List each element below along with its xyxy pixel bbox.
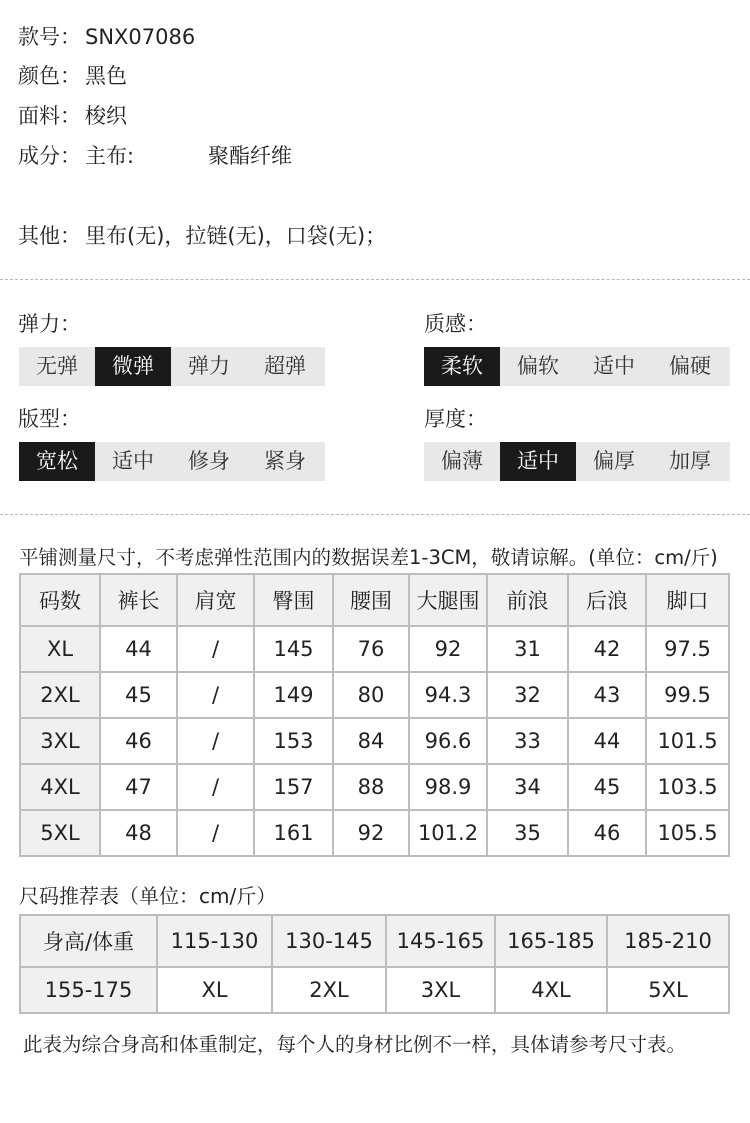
elasticity-title: 弹力： bbox=[18, 312, 81, 336]
color-value: 黑色 bbox=[85, 64, 127, 88]
measure-cell: / bbox=[177, 672, 254, 718]
size-header-cell: 腰围 bbox=[333, 574, 409, 626]
fabric-label: 面料： bbox=[18, 104, 81, 128]
measure-cell: 48 bbox=[100, 810, 177, 856]
rec-size-cell: 5XL bbox=[607, 967, 729, 1013]
rec-header-cell: 130-145 bbox=[272, 915, 386, 967]
color-label: 颜色： bbox=[18, 64, 81, 88]
table-row bbox=[20, 718, 729, 764]
rec-header-cell: 115-130 bbox=[157, 915, 272, 967]
thickness-options bbox=[424, 442, 730, 481]
measure-cell: 94.3 bbox=[409, 672, 487, 718]
measure-cell: 157 bbox=[254, 764, 333, 810]
measure-cell: 153 bbox=[254, 718, 333, 764]
elasticity-options bbox=[19, 347, 325, 386]
fit-option: 适中 bbox=[112, 449, 154, 473]
recommendation-title: 尺码推荐表（单位：cm/斤） bbox=[19, 884, 277, 908]
thickness-option: 偏薄 bbox=[441, 449, 483, 473]
measure-cell: 103.5 bbox=[646, 764, 729, 810]
measure-cell: 149 bbox=[254, 672, 333, 718]
measure-cell: 44 bbox=[100, 626, 177, 672]
measure-cell: 145 bbox=[254, 626, 333, 672]
texture-option: 适中 bbox=[593, 354, 635, 378]
rec-size-cell: 3XL bbox=[386, 967, 495, 1013]
fit-options bbox=[19, 442, 325, 481]
measure-cell: 47 bbox=[100, 764, 177, 810]
texture-option: 偏软 bbox=[517, 354, 559, 378]
elasticity-option: 超弹 bbox=[264, 354, 306, 378]
color-line bbox=[18, 61, 127, 91]
texture-option: 柔软 bbox=[424, 347, 500, 386]
rec-header-cell: 145-165 bbox=[386, 915, 495, 967]
texture-title: 质感： bbox=[424, 312, 487, 336]
thickness-option: 偏厚 bbox=[593, 449, 635, 473]
rec-size-cell: 4XL bbox=[495, 967, 607, 1013]
fit-title: 版型： bbox=[18, 407, 81, 431]
measure-cell: 44 bbox=[568, 718, 646, 764]
height-range-cell: 155-175 bbox=[20, 967, 157, 1013]
measure-cell: 92 bbox=[409, 626, 487, 672]
size-cell: 4XL bbox=[20, 764, 100, 810]
rec-header-cell: 185-210 bbox=[607, 915, 729, 967]
composition-line bbox=[18, 141, 418, 171]
table-row bbox=[20, 967, 729, 1013]
measure-cell: 99.5 bbox=[646, 672, 729, 718]
table-row bbox=[20, 626, 729, 672]
thickness-option: 适中 bbox=[500, 442, 576, 481]
size-header-cell: 前浪 bbox=[487, 574, 568, 626]
measure-cell: 45 bbox=[100, 672, 177, 718]
measure-cell: 88 bbox=[333, 764, 409, 810]
measure-cell: / bbox=[177, 810, 254, 856]
size-table-header-row bbox=[20, 574, 729, 626]
measure-cell: 101.2 bbox=[409, 810, 487, 856]
rec-header-cell: 身高/体重 bbox=[20, 915, 157, 967]
rec-header-cell: 165-185 bbox=[495, 915, 607, 967]
measure-cell: 76 bbox=[333, 626, 409, 672]
table-row bbox=[20, 764, 729, 810]
size-table bbox=[19, 573, 730, 857]
elasticity-option: 微弹 bbox=[95, 347, 171, 386]
size-header-cell: 脚口 bbox=[646, 574, 729, 626]
measure-cell: 84 bbox=[333, 718, 409, 764]
fit-option: 宽松 bbox=[19, 442, 95, 481]
section-divider bbox=[0, 514, 750, 515]
other-label: 其他： bbox=[18, 224, 81, 248]
size-header-cell: 码数 bbox=[20, 574, 100, 626]
size-header-cell: 臀围 bbox=[254, 574, 333, 626]
fit-option: 紧身 bbox=[264, 449, 306, 473]
measure-cell: 80 bbox=[333, 672, 409, 718]
texture-options bbox=[424, 347, 730, 386]
elasticity-option: 弹力 bbox=[188, 354, 230, 378]
measure-cell: 33 bbox=[487, 718, 568, 764]
recommendation-table bbox=[19, 914, 730, 1014]
measure-cell: / bbox=[177, 764, 254, 810]
measure-cell: / bbox=[177, 718, 254, 764]
recommendation-header-row bbox=[20, 915, 729, 967]
size-cell: 3XL bbox=[20, 718, 100, 764]
style-number-line bbox=[18, 22, 195, 52]
measure-cell: 43 bbox=[568, 672, 646, 718]
size-cell: XL bbox=[20, 626, 100, 672]
size-header-cell: 肩宽 bbox=[177, 574, 254, 626]
size-header-cell: 裤长 bbox=[100, 574, 177, 626]
measure-cell: 46 bbox=[100, 718, 177, 764]
measure-cell: 92 bbox=[333, 810, 409, 856]
style-number-value: SNX07086 bbox=[85, 25, 196, 49]
thickness-option: 加厚 bbox=[669, 449, 711, 473]
measure-cell: 105.5 bbox=[646, 810, 729, 856]
section-divider bbox=[0, 279, 750, 280]
size-cell: 5XL bbox=[20, 810, 100, 856]
fabric-value: 梭织 bbox=[85, 104, 127, 128]
measure-cell: 45 bbox=[568, 764, 646, 810]
measure-cell: 161 bbox=[254, 810, 333, 856]
fabric-line bbox=[18, 101, 127, 131]
measure-cell: 31 bbox=[487, 626, 568, 672]
texture-option: 偏硬 bbox=[669, 354, 711, 378]
measure-cell: 35 bbox=[487, 810, 568, 856]
table-row bbox=[20, 810, 729, 856]
size-cell: 2XL bbox=[20, 672, 100, 718]
composition-label: 成分： bbox=[18, 144, 81, 168]
measure-cell: 97.5 bbox=[646, 626, 729, 672]
measure-cell: 32 bbox=[487, 672, 568, 718]
measure-cell: / bbox=[177, 626, 254, 672]
size-header-cell: 大腿围 bbox=[409, 574, 487, 626]
composition-material: 聚酯纤维 bbox=[208, 144, 292, 168]
measure-cell: 98.9 bbox=[409, 764, 487, 810]
rec-size-cell: XL bbox=[157, 967, 272, 1013]
size-header-cell: 后浪 bbox=[568, 574, 646, 626]
measure-cell: 34 bbox=[487, 764, 568, 810]
footer-note: 此表为综合身高和体重制定，每个人的身材比例不一样，具体请参考尺寸表。 bbox=[23, 1033, 687, 1056]
elasticity-option: 无弹 bbox=[36, 354, 78, 378]
measure-cell: 101.5 bbox=[646, 718, 729, 764]
fit-option: 修身 bbox=[188, 449, 230, 473]
measure-cell: 42 bbox=[568, 626, 646, 672]
other-value: 里布(无)，拉链(无)，口袋(无)； bbox=[85, 224, 387, 248]
size-note: 平铺测量尺寸，不考虑弹性范围内的数据误差1-3CM，敬请谅解。(单位：cm/斤) bbox=[19, 546, 718, 569]
style-number-label: 款号： bbox=[18, 25, 81, 49]
composition-value: 主布: bbox=[85, 144, 135, 168]
other-line bbox=[18, 221, 386, 251]
measure-cell: 96.6 bbox=[409, 718, 487, 764]
table-row bbox=[20, 672, 729, 718]
rec-size-cell: 2XL bbox=[272, 967, 386, 1013]
measure-cell: 46 bbox=[568, 810, 646, 856]
thickness-title: 厚度： bbox=[424, 407, 487, 431]
